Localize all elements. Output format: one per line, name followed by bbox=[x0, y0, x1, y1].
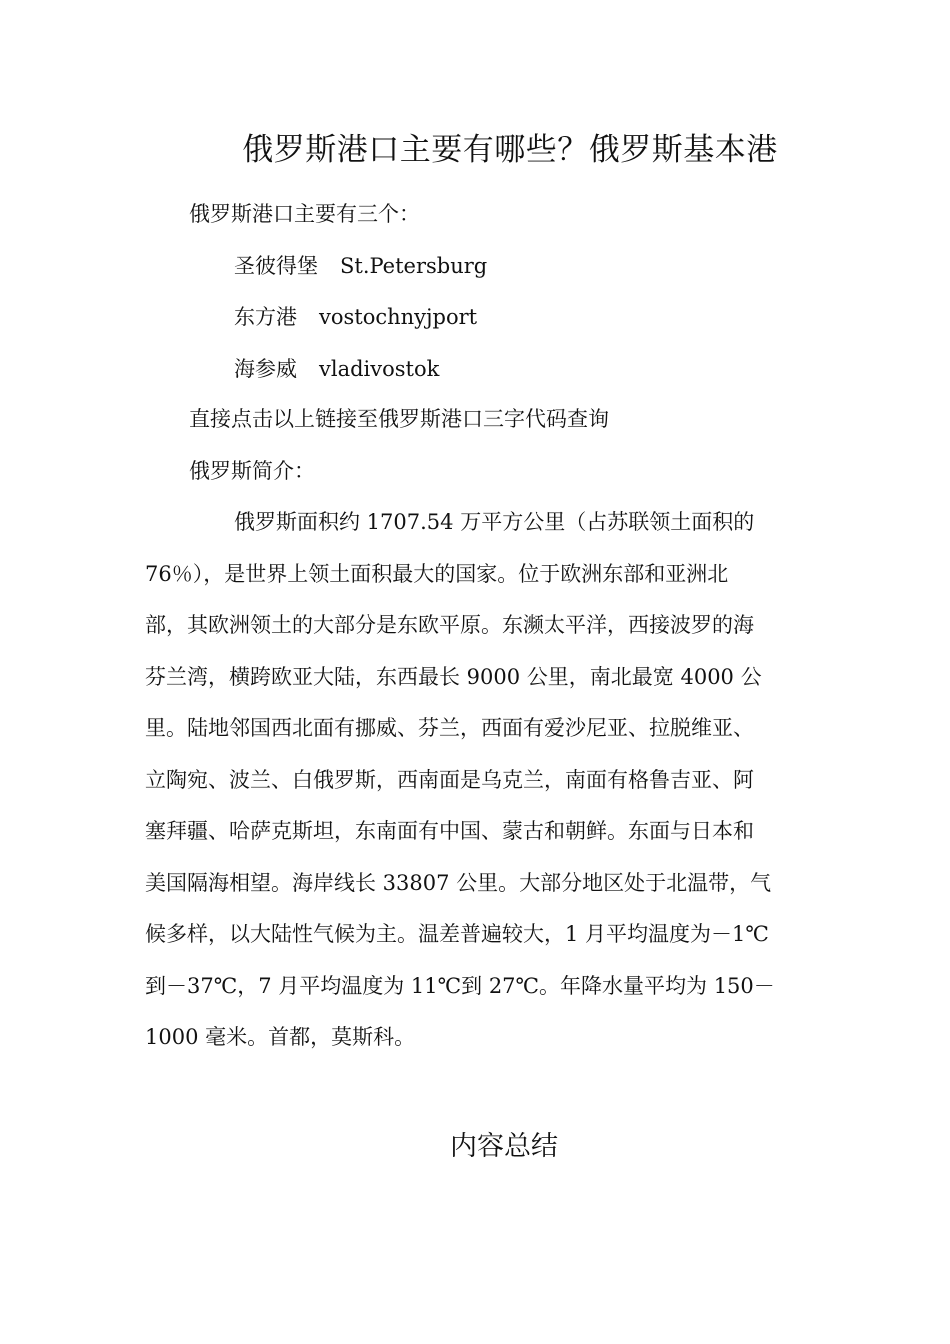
intro-text: 俄罗斯港口主要有三个： bbox=[189, 202, 420, 226]
port-item bbox=[234, 251, 487, 281]
port-name-cn: 海参威 bbox=[234, 357, 297, 381]
paragraph-line: 芬兰湾，横跨欧亚大陆，东西最长 9000 公里，南北最宽 4000 公 bbox=[145, 664, 762, 689]
paragraph-line: 俄罗斯面积约 1707.54 万平方公里（占苏联领土面积的 bbox=[234, 510, 755, 534]
page-title: 俄罗斯港口主要有哪些？俄罗斯基本港 bbox=[242, 132, 778, 168]
paragraph-line: 里。陆地邻国西北面有挪威、芬兰，西面有爱沙尼亚、拉脱维亚、 bbox=[145, 716, 754, 740]
paragraph-line: 候多样，以大陆性气候为主。温差普遍较大，1 月平均温度为－1℃ bbox=[145, 922, 769, 946]
port-item bbox=[234, 302, 477, 332]
port-name-cn: 东方港 bbox=[234, 305, 297, 329]
paragraph-line: 76％），是世界上领土面积最大的国家。位于欧洲东部和亚洲北 bbox=[145, 561, 729, 586]
port-name-en: vladivostok bbox=[319, 357, 440, 381]
port-name-en: vostochnyjport bbox=[319, 305, 478, 329]
paragraph-line: 1000 毫米。首都，莫斯科。 bbox=[145, 1025, 416, 1049]
brief-heading: 俄罗斯简介： bbox=[189, 459, 315, 483]
paragraph-line: 到－37℃，7 月平均温度为 11℃到 27℃。年降水量平均为 150－ bbox=[145, 973, 775, 998]
paragraph-line: 美国隔海相望。海岸线长 33807 公里。大部分地区处于北温带，气 bbox=[145, 870, 772, 895]
port-name-en: St.Petersburg bbox=[340, 254, 488, 278]
port-item bbox=[234, 354, 439, 384]
summary-heading: 内容总结 bbox=[450, 1131, 558, 1162]
russia-description-paragraph bbox=[145, 506, 805, 1073]
port-name-cn: 圣彼得堡 bbox=[234, 254, 318, 278]
link-note: 直接点击以上链接至俄罗斯港口三字代码查询 bbox=[189, 407, 609, 431]
paragraph-line: 部，其欧洲领土的大部分是东欧平原。东濒太平洋，西接波罗的海 bbox=[145, 613, 754, 637]
paragraph-line: 塞拜疆、哈萨克斯坦，东南面有中国、蒙古和朝鲜。东面与日本和 bbox=[145, 819, 754, 843]
paragraph-line: 立陶宛、波兰、白俄罗斯，西南面是乌克兰，南面有格鲁吉亚、阿 bbox=[145, 767, 754, 792]
